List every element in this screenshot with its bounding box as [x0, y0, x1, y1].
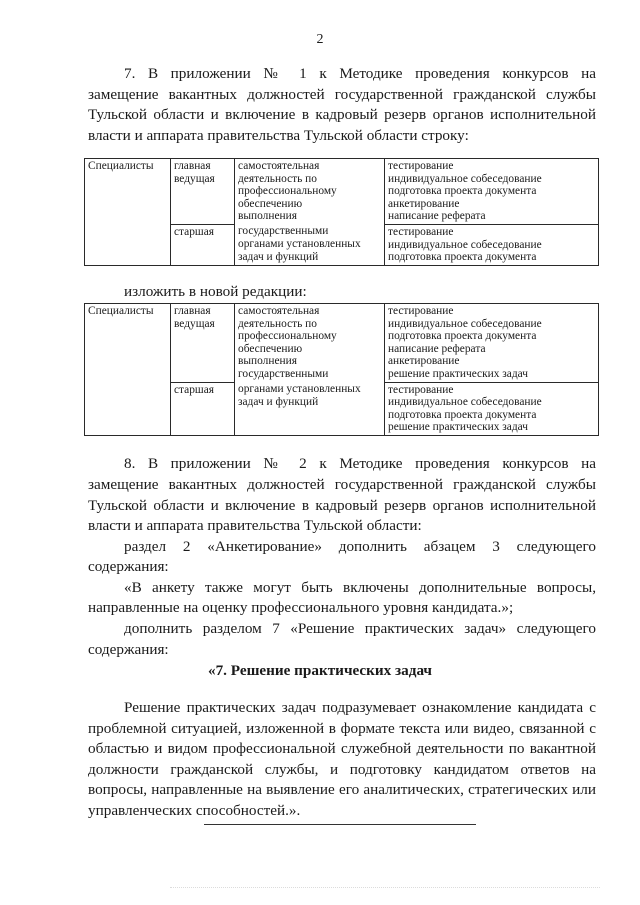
description-cell: самостоятельная деятельность по профессиональному обеспечению выполнения [235, 159, 385, 225]
group-cell: старшая [171, 382, 235, 435]
scan-artifact [170, 887, 600, 892]
category-cell: Специалисты [85, 159, 171, 266]
new-edition-label: изложить в новой редакции: [124, 283, 307, 300]
category-cell: Специалисты [85, 304, 171, 436]
methods-cell: тестирование индивидуальное собеседование подготовка проекта документа решение практических задач [385, 382, 599, 435]
item-7-line: Тульской области и включение в кадровый резерв органов исполнительной [88, 106, 596, 123]
section-2-line: раздел 2 «Анкетирование» дополнить абзацем 3 следующего [124, 538, 596, 555]
section-2-line: содержания: [88, 558, 169, 575]
item-8-line: замещение вакантных должностей государственной гражданской службы [88, 476, 596, 493]
page-number: 2 [316, 32, 324, 47]
table-old-version [84, 158, 599, 266]
section-7-line: дополнить разделом 7 «Решение практических задач» следующего [124, 620, 596, 637]
item-7-line: замещение вакантных должностей государственной гражданской службы [88, 86, 596, 103]
group-cell: главная ведущая [171, 159, 235, 225]
final-line: управленческих способностей.». [88, 802, 301, 819]
methods-cell: тестирование индивидуальное собеседование подготовка проекта документа написание реферата анкетирование решение практических задач [385, 304, 599, 383]
final-line: вопросы, направленные на выявление его аналитических, стратегических или [88, 781, 596, 798]
table-row [85, 159, 599, 225]
table-row [85, 304, 599, 383]
group-cell: главная ведущая [171, 304, 235, 383]
item-8-line: Тульской области и включение в кадровый резерв органов исполнительной [88, 497, 596, 514]
quote-line: «В анкету также могут быть включены дополнительные вопросы, [124, 579, 596, 596]
item-7-line: 7. В приложении № 1 к Методике проведения конкурсов на [124, 65, 596, 82]
description-cell: самостоятельная деятельность по профессиональному обеспечению выполнения государственными [235, 304, 385, 383]
section-7-line: содержания: [88, 641, 169, 658]
table-new-version [84, 303, 599, 436]
methods-cell: тестирование индивидуальное собеседование подготовка проекта документа анкетирование написание реферата [385, 159, 599, 225]
item-8-line: 8. В приложении № 2 к Методике проведения конкурсов на [124, 455, 596, 472]
separator-line [204, 824, 476, 825]
description-cell: органами установленных задач и функций [235, 382, 385, 435]
final-line: областью и видом профессиональной служебной деятельности по вакантной [88, 740, 596, 757]
item-7-line: власти и аппарата правительства Тульской области строку: [88, 127, 469, 144]
final-line: должности гражданской службы, и подготовку кандидатом ответов на [88, 761, 596, 778]
section-heading: «7. Решение практических задач [207, 662, 432, 679]
group-cell: старшая [171, 224, 235, 265]
description-cell: государственными органами установленных задач и функций [235, 224, 385, 265]
final-line: Решение практических задач подразумевает ознакомление кандидата с [124, 699, 596, 716]
item-8-line: власти и аппарата правительства Тульской области: [88, 517, 422, 534]
quote-line: направленные на оценку профессионального уровня кандидата.»; [88, 599, 514, 616]
final-line: проблемной ситуацией, изложенной в формате текста или видео, связанной с [88, 720, 596, 737]
methods-cell: тестирование индивидуальное собеседование подготовка проекта документа [385, 224, 599, 265]
